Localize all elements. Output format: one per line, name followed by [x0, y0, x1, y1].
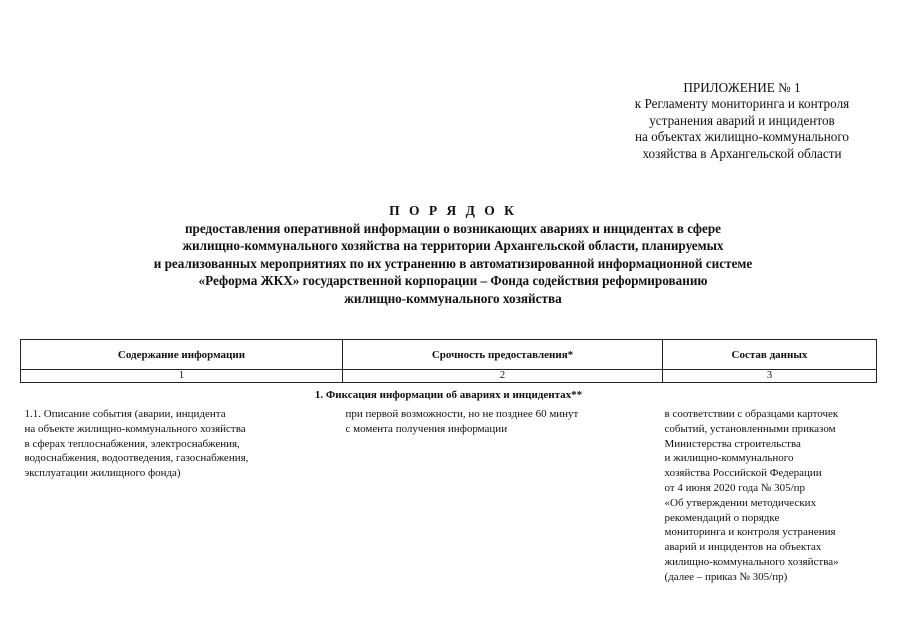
section-heading: 1. Фиксация информации об авариях и инцидентах** — [314, 389, 583, 401]
header-urgency: Срочность предоставления* — [343, 340, 663, 370]
table-row — [21, 405, 877, 585]
title-line: жилищно-коммунального хозяйства на территории Архангельской области, планируемых — [182, 238, 724, 254]
appendix-line: хозяйства в Архангельской области — [642, 145, 842, 161]
title-main: П О Р Я Д О К — [389, 203, 517, 218]
table-header-row — [21, 340, 877, 370]
information-table — [20, 339, 877, 585]
appendix-header — [608, 80, 876, 162]
cell-line: водоснабжения, водоотведения, газоснабжения, — [24, 452, 249, 465]
title-line: и реализованных мероприятиях по их устранению в автоматизированной информационной системе — [153, 255, 753, 271]
cell-data-composition — [663, 405, 877, 585]
header-data-composition: Состав данных — [663, 340, 877, 370]
title-line: жилищно-коммунального хозяйства — [344, 290, 562, 306]
document-title — [60, 202, 846, 308]
cell-line: и жилищно-коммунального — [664, 452, 794, 465]
cell-line: от 4 июня 2020 года № 305/пр — [664, 481, 806, 494]
section-row — [21, 383, 877, 406]
cell-urgency — [343, 405, 663, 585]
column-number: 2 — [343, 370, 663, 383]
column-number: 1 — [21, 370, 343, 383]
cell-line: хозяйства Российской Федерации — [664, 467, 822, 480]
cell-line: в сферах теплоснабжения, электроснабжения, — [24, 437, 240, 450]
header-content: Содержание информации — [21, 340, 343, 370]
cell-line: рекомендаций о порядке — [664, 511, 780, 524]
cell-line: при первой возможности, но не позднее 60 минут — [345, 408, 579, 420]
title-line: «Реформа ЖКХ» государственной корпорации – Фонда содействия реформированию — [198, 273, 708, 289]
column-number: 3 — [663, 370, 877, 383]
appendix-line: ПРИЛОЖЕНИЕ № 1 — [683, 80, 801, 95]
cell-content — [21, 405, 343, 585]
cell-line: «Об утверждении методических — [664, 496, 817, 509]
appendix-line: устранения аварий и инцидентов — [649, 112, 835, 128]
cell-line: на объекте жилищно-коммунального хозяйства — [24, 422, 246, 435]
cell-line: Министерства строительства — [664, 437, 801, 450]
cell-line: в соответствии с образцами карточек — [664, 408, 839, 420]
cell-line: (далее – приказ № 305/пр) — [664, 570, 788, 583]
cell-line: эксплуатации жилищного фонда) — [24, 467, 181, 480]
cell-line: событий, установленными приказом — [664, 422, 836, 435]
cell-line: аварий и инцидентов на объектах — [664, 541, 822, 554]
cell-line: 1.1. Описание события (аварии, инцидента — [24, 408, 226, 420]
appendix-line: на объектах жилищно-коммунального — [634, 129, 850, 145]
cell-line: мониторинга и контроля устранения — [664, 526, 836, 539]
cell-line: с момента получения информации — [345, 422, 508, 435]
column-number-row — [21, 370, 877, 383]
title-line: предоставления оперативной информации о возникающих авариях и инцидентах в сфере — [184, 220, 722, 236]
appendix-line: к Регламенту мониторинга и контроля — [634, 96, 850, 112]
cell-line: жилищно-коммунального хозяйства» — [664, 555, 839, 568]
